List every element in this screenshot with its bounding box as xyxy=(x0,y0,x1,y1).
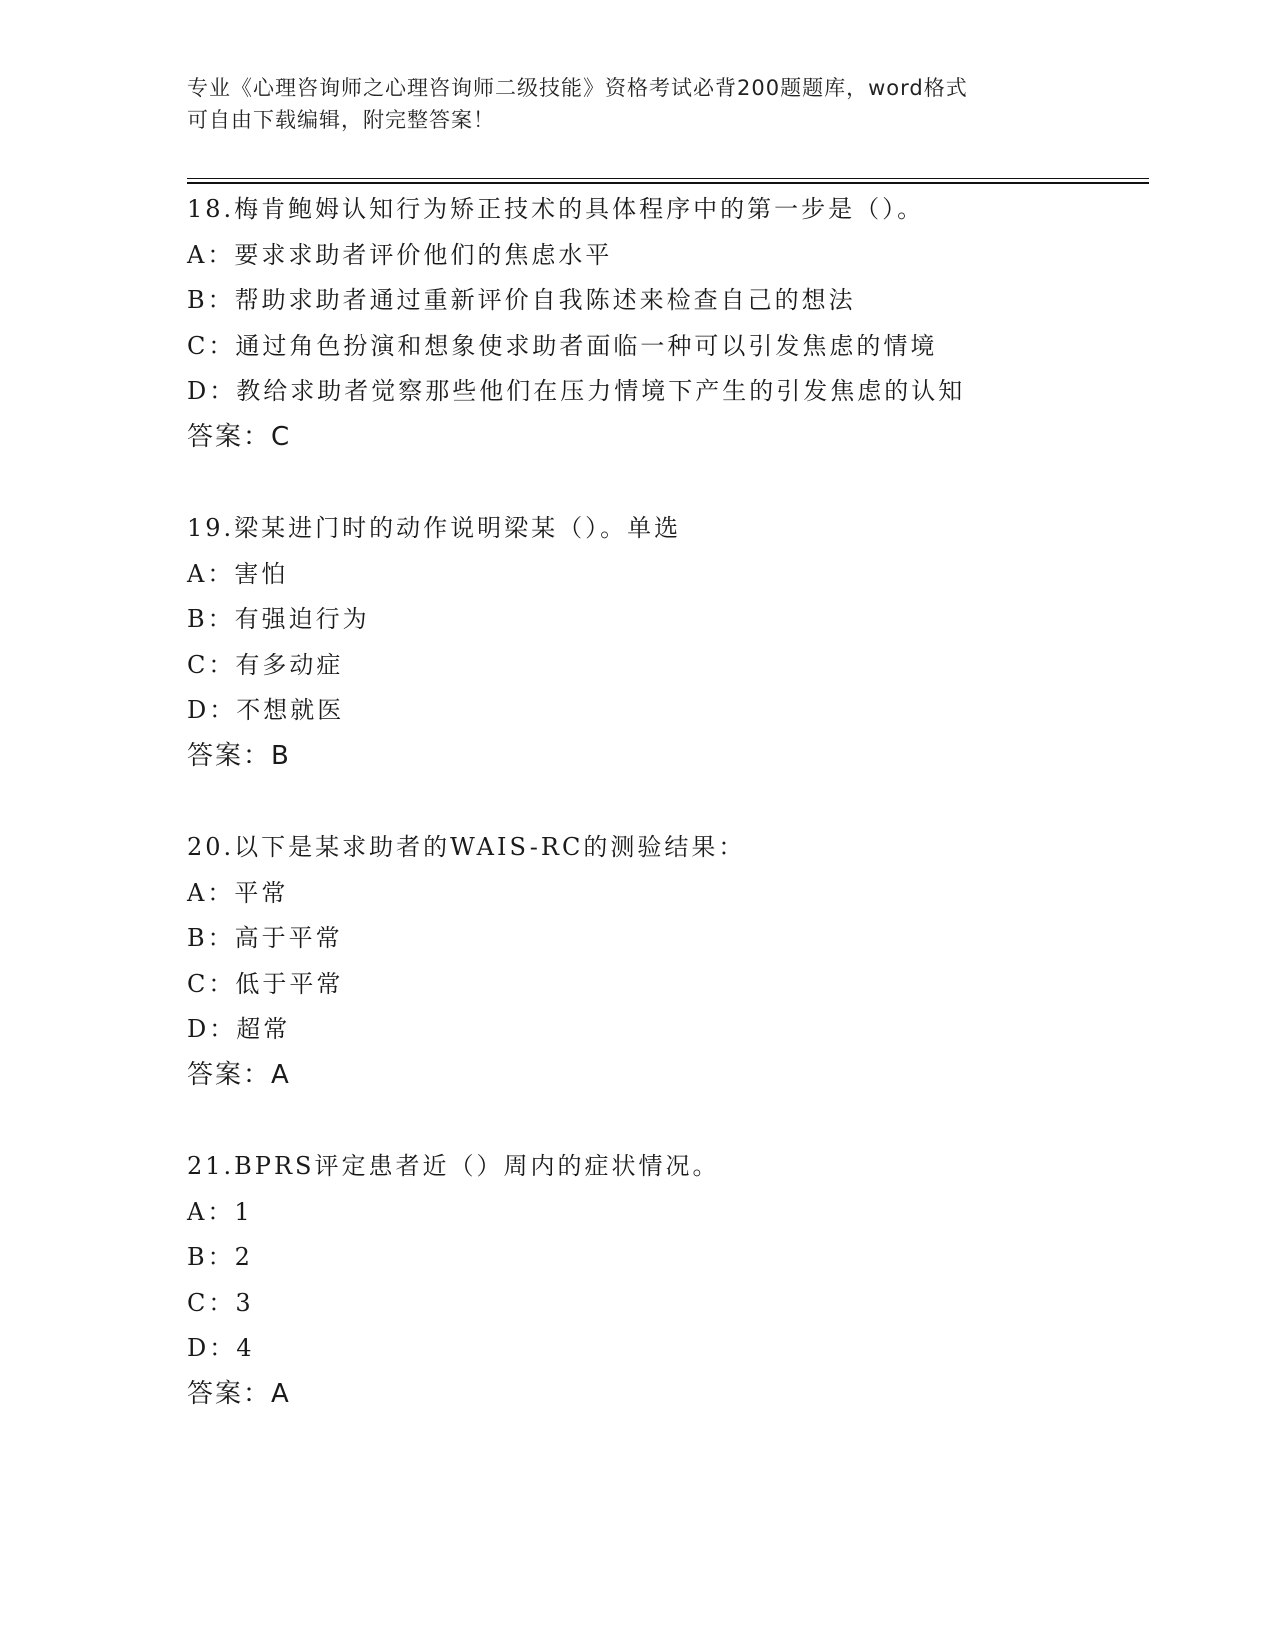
option-d: D：不想就医 xyxy=(187,696,345,724)
question-stem: 19.梁某进门时的动作说明梁某（）。单选 xyxy=(187,514,682,542)
option-b: B：高于平常 xyxy=(187,924,343,952)
document-header xyxy=(187,72,1067,136)
option-a: A：要求求助者评价他们的焦虑水平 xyxy=(187,240,613,269)
header-divider-thin xyxy=(187,178,1149,179)
answer-label: 答案：C xyxy=(187,421,292,452)
question-stem: 18.梅肯鲍姆认知行为矫正技术的具体程序中的第一步是（）。 xyxy=(187,195,925,223)
option-b: B：帮助求助者通过重新评价自我陈述来检查自己的想法 xyxy=(187,286,856,314)
option-c: C：3 xyxy=(187,1288,254,1317)
option-b: B：2 xyxy=(187,1243,253,1271)
option-d: D：超常 xyxy=(187,1015,291,1043)
question-stem: 21.BPRS评定患者近（）周内的症状情况。 xyxy=(187,1152,720,1180)
question-block-21 xyxy=(187,1144,1147,1417)
option-b: B：有强迫行为 xyxy=(187,605,370,633)
option-d: D：4 xyxy=(187,1334,255,1362)
answer-label: 答案：B xyxy=(187,740,291,771)
option-c: C：通过角色扮演和想象使求助者面临一种可以引发焦虑的情境 xyxy=(187,331,938,360)
question-block-18 xyxy=(187,187,1147,460)
option-c: C：低于平常 xyxy=(187,969,344,998)
question-stem: 20.以下是某求助者的WAIS-RC的测验结果： xyxy=(187,833,746,861)
answer-label: 答案：A xyxy=(187,1378,291,1409)
question-block-20 xyxy=(187,825,1147,1098)
option-a: A：平常 xyxy=(187,878,289,907)
question-block-19 xyxy=(187,506,1147,779)
answer-label: 答案：A xyxy=(187,1059,291,1090)
option-c: C：有多动症 xyxy=(187,650,344,679)
header-line-1: 专业《心理咨询师之心理咨询师二级技能》资格考试必背200题题库，word格式 xyxy=(187,76,968,100)
option-a: A：害怕 xyxy=(187,559,289,588)
option-d: D：教给求助者觉察那些他们在压力情境下产生的引发焦虑的认知 xyxy=(187,377,966,405)
option-a: A：1 xyxy=(187,1197,253,1226)
header-line-2: 可自由下载编辑，附完整答案！ xyxy=(187,108,495,132)
header-divider-thick xyxy=(187,182,1149,184)
